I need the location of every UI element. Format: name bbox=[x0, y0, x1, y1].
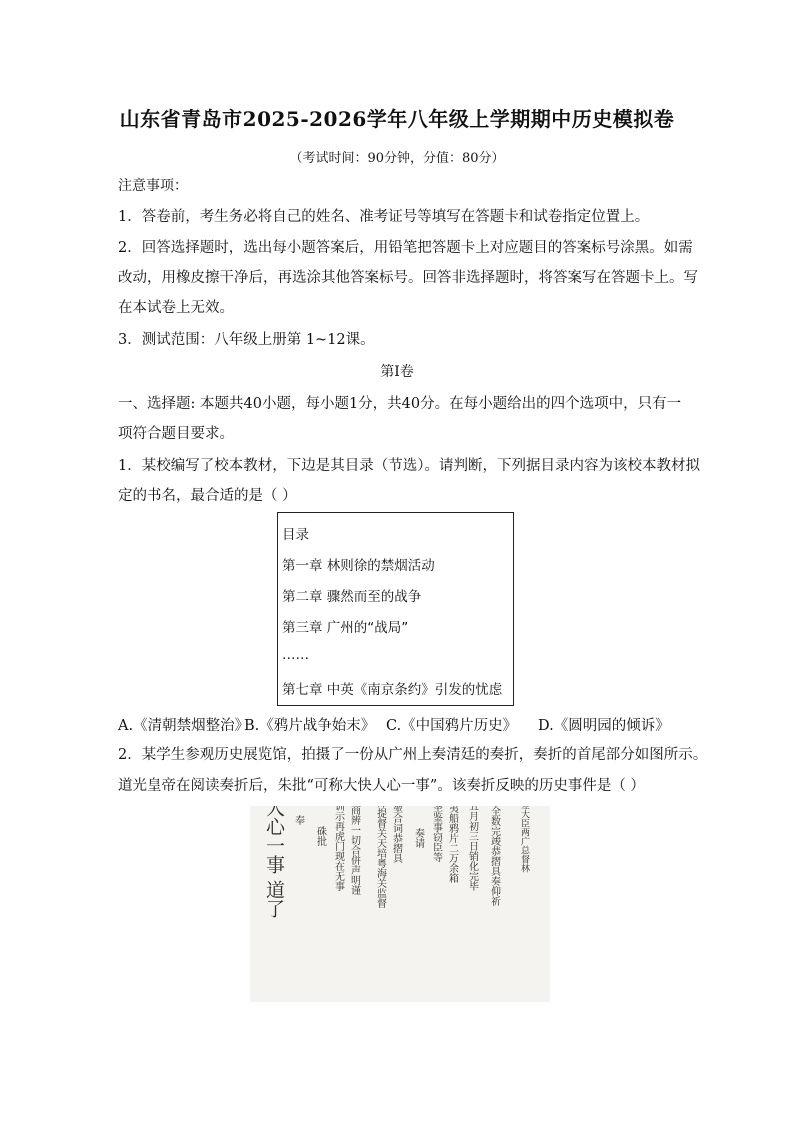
manuscript-column-10: 五月初三日销化完毕 bbox=[466, 806, 478, 891]
notes-item-1: 1．答卷前，考生务必将自己的姓名、准考证号等填写在答题卡和试卷指定位置上。 bbox=[118, 209, 650, 225]
toc-chapter-3: 第三章 广州的“战局” bbox=[282, 620, 409, 636]
exam-title: 山东省青岛市2025-2026学年八年级上学期期中历史模拟卷 bbox=[119, 107, 675, 131]
q1-stem-line-2: 定的书名，最合适的是（ ） bbox=[118, 488, 297, 504]
q1-option-b: B.《鸦片战争始末》 bbox=[244, 718, 376, 734]
manuscript-column-1: 奉 bbox=[292, 815, 304, 825]
manuscript-column-5: 等谨会同水师提督关天培粤海关监督 bbox=[374, 806, 386, 908]
toc-chapter-7: 第七章 中英《南京条约》引发的忧虑 bbox=[282, 682, 503, 698]
toc-chapter-1: 第一章 林则徐的禁烟活动 bbox=[282, 558, 435, 574]
toc-ellipsis: …… bbox=[282, 647, 309, 663]
manuscript-column-2: 硃批 bbox=[314, 826, 326, 846]
notes-item-2-line-3: 在本试卷上无效。 bbox=[118, 300, 234, 316]
q1-option-a: A.《清朝禁烟整治》 bbox=[118, 718, 250, 734]
notes-item-3: 3．测试范围：八年级上册第 1~12课。 bbox=[118, 332, 375, 348]
notes-item-2-line-1: 2．回答选择题时，选出每小题答案后，用铅笔把答题卡上对应题目的答案标号涂黑。如需 bbox=[118, 240, 693, 256]
q2-stem-line-2: 道光皇帝在阅读奏折后，朱批“可称大快人心一事”。该奏折反映的历史事件是（ ） bbox=[118, 778, 645, 794]
exam-subtitle: （考试时间：90分钟，分值：80分） bbox=[289, 151, 505, 166]
toc-heading: 目录 bbox=[282, 527, 309, 543]
memorial-manuscript-image bbox=[250, 806, 550, 1002]
toc-chapter-2: 第二章 骤然而至的战争 bbox=[282, 589, 422, 605]
notes-item-2-line-2: 改动，用橡皮擦干净后，再选涂其他答案标号。回答非选择题时，将答案写在答题卡上。写 bbox=[118, 270, 698, 286]
q1-option-c: C.《中国鸦片历史》 bbox=[386, 718, 518, 734]
imperial-vermilion-note: 可称大快人心一事 道了 bbox=[263, 806, 285, 919]
notes-heading: 注意事项： bbox=[118, 178, 188, 194]
manuscript-column-8: 圣鉴事窃臣等 bbox=[430, 806, 442, 862]
q1-option-d: D.《圆明园的倾诉》 bbox=[538, 718, 670, 734]
manuscript-column-12: 钦差大臣两广总督林 bbox=[519, 806, 529, 873]
manuscript-column-11: 奏为虎门销化烟土全数完竣恭摺具奏仰祈 bbox=[488, 806, 500, 906]
q2-stem-line-1: 2．某学生参观历史展览馆，拍摄了一份从广州上奏清廷的奏折，奏折的首尾部分如图所示。 bbox=[118, 747, 708, 763]
q1-stem-line-1: 1．某校编写了校本教材，下边是其目录（节选）。请判断，下列据目录内容为该校本教材拟 bbox=[118, 458, 700, 474]
manuscript-column-6: 豫堃合词恭摺具 bbox=[390, 806, 402, 863]
manuscript-illustration bbox=[250, 806, 550, 1002]
section-intro-line-1: 一、选择题: 本题共40小题，每小题1分，共40分。在每小题给出的四个选项中，只有一 bbox=[118, 396, 682, 412]
section-intro-line-2: 项符合题目要求。 bbox=[118, 426, 234, 442]
table-of-contents-box bbox=[277, 512, 514, 706]
manuscript-column-3: 皇上圣鉴训示再虎门现在无事 bbox=[332, 806, 344, 891]
manuscript-column-7: 奏请 bbox=[412, 828, 424, 848]
manuscript-column-4: 有缺商辨一切合併声明谨 bbox=[348, 806, 360, 895]
manuscript-column-9: 饬令将夷船鸦片二万余箱 bbox=[446, 806, 458, 883]
volume-heading: 第Ⅰ卷 bbox=[380, 364, 414, 380]
